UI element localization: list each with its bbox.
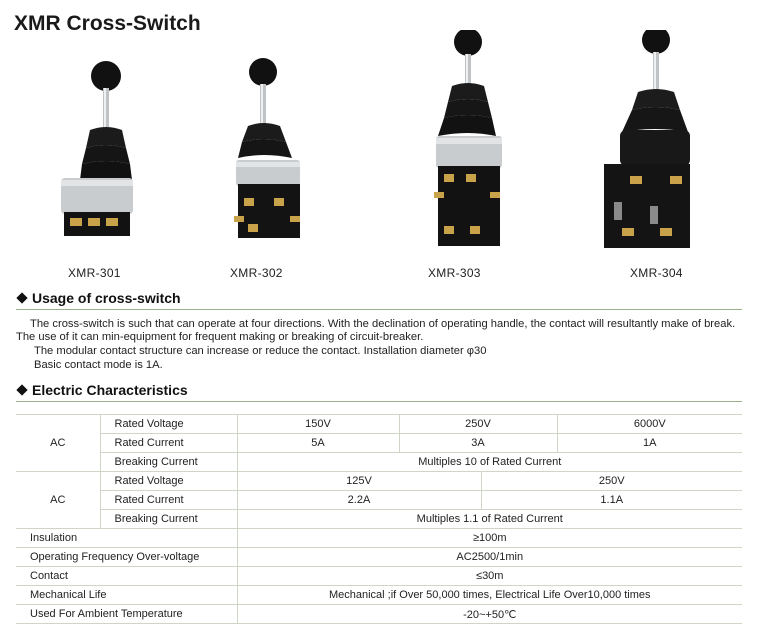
rated-voltage-value: 6000V (557, 415, 742, 434)
table-row (16, 510, 742, 529)
ac-group-label: AC (16, 472, 100, 529)
rated-voltage-label: Rated Voltage (100, 472, 237, 491)
usage-heading-text: Usage of cross-switch (32, 290, 181, 306)
table-row (16, 453, 742, 472)
operating-frequency-label: Operating Frequency Over-voltage (16, 548, 237, 567)
product-image-xmr-301 (56, 30, 146, 250)
table-row (16, 434, 742, 453)
electric-heading-text: Electric Characteristics (32, 382, 188, 398)
rated-voltage-value: 250V (399, 415, 557, 434)
rated-current-value: 2.2A (237, 491, 481, 510)
rated-current-label: Rated Current (100, 434, 237, 453)
ambient-temperature-value: -20~+50℃ (237, 605, 742, 624)
rated-voltage-value: 125V (237, 472, 481, 491)
usage-heading (16, 290, 181, 306)
usage-paragraph-line: The use of it can min-equipment for frequent making or breaking of circuit-breaker. (16, 331, 424, 343)
contact-label: Contact (16, 567, 237, 586)
table-row (16, 415, 742, 434)
electric-characteristics-table (16, 414, 742, 624)
breaking-current-label: Breaking Current (100, 510, 237, 529)
breaking-current-value: Multiples 1.1 of Rated Current (237, 510, 742, 529)
table-row (16, 548, 742, 567)
mechanical-life-label: Mechanical Life (16, 586, 237, 605)
table-row (16, 472, 742, 491)
insulation-label: Insulation (16, 529, 237, 548)
breaking-current-value: Multiples 10 of Rated Current (237, 453, 742, 472)
mechanical-life-value: Mechanical ;if Over 50,000 times, Electrical Life Over10,000 times (237, 586, 742, 605)
rated-current-value: 1A (557, 434, 742, 453)
rated-voltage-label: Rated Voltage (100, 415, 237, 434)
table-row (16, 491, 742, 510)
contact-value: ≤30m (237, 567, 742, 586)
usage-paragraph-line: The modular contact structure can increase or reduce the contact. Installation diameter φ30 (34, 345, 487, 357)
operating-frequency-value: AC2500/1min (237, 548, 742, 567)
ambient-temperature-label: Used For Ambient Temperature (16, 605, 237, 624)
rated-current-label: Rated Current (100, 491, 237, 510)
diamond-bullet-icon (16, 292, 27, 303)
table-row (16, 567, 742, 586)
breaking-current-label: Breaking Current (100, 453, 237, 472)
ac-group-label: AC (16, 415, 100, 472)
rated-current-value: 3A (399, 434, 557, 453)
diamond-bullet-icon (16, 384, 27, 395)
insulation-value: ≥100m (237, 529, 742, 548)
product-image-xmr-302 (230, 30, 320, 250)
table-row (16, 586, 742, 605)
usage-paragraph-line: Basic contact mode is 1A. (34, 359, 163, 371)
electric-heading (16, 382, 188, 398)
product-image-xmr-303 (424, 30, 514, 250)
rated-current-value: 5A (237, 434, 399, 453)
rated-voltage-value: 150V (237, 415, 399, 434)
table-row (16, 529, 742, 548)
page-title: XMR Cross-Switch (14, 12, 201, 35)
table-row (16, 605, 742, 624)
rated-voltage-value: 250V (481, 472, 742, 491)
section-divider (16, 401, 742, 402)
product-label: XMR-304 (630, 266, 683, 280)
product-image-xmr-304 (600, 30, 700, 250)
product-label: XMR-302 (230, 266, 283, 280)
product-label: XMR-303 (428, 266, 481, 280)
section-divider (16, 309, 742, 310)
product-label: XMR-301 (68, 266, 121, 280)
rated-current-value: 1.1A (481, 491, 742, 510)
usage-paragraph-line: The cross-switch is such that can operate at four directions. With the declination of operating handle, the contact will resultantly make of break. (30, 318, 736, 330)
